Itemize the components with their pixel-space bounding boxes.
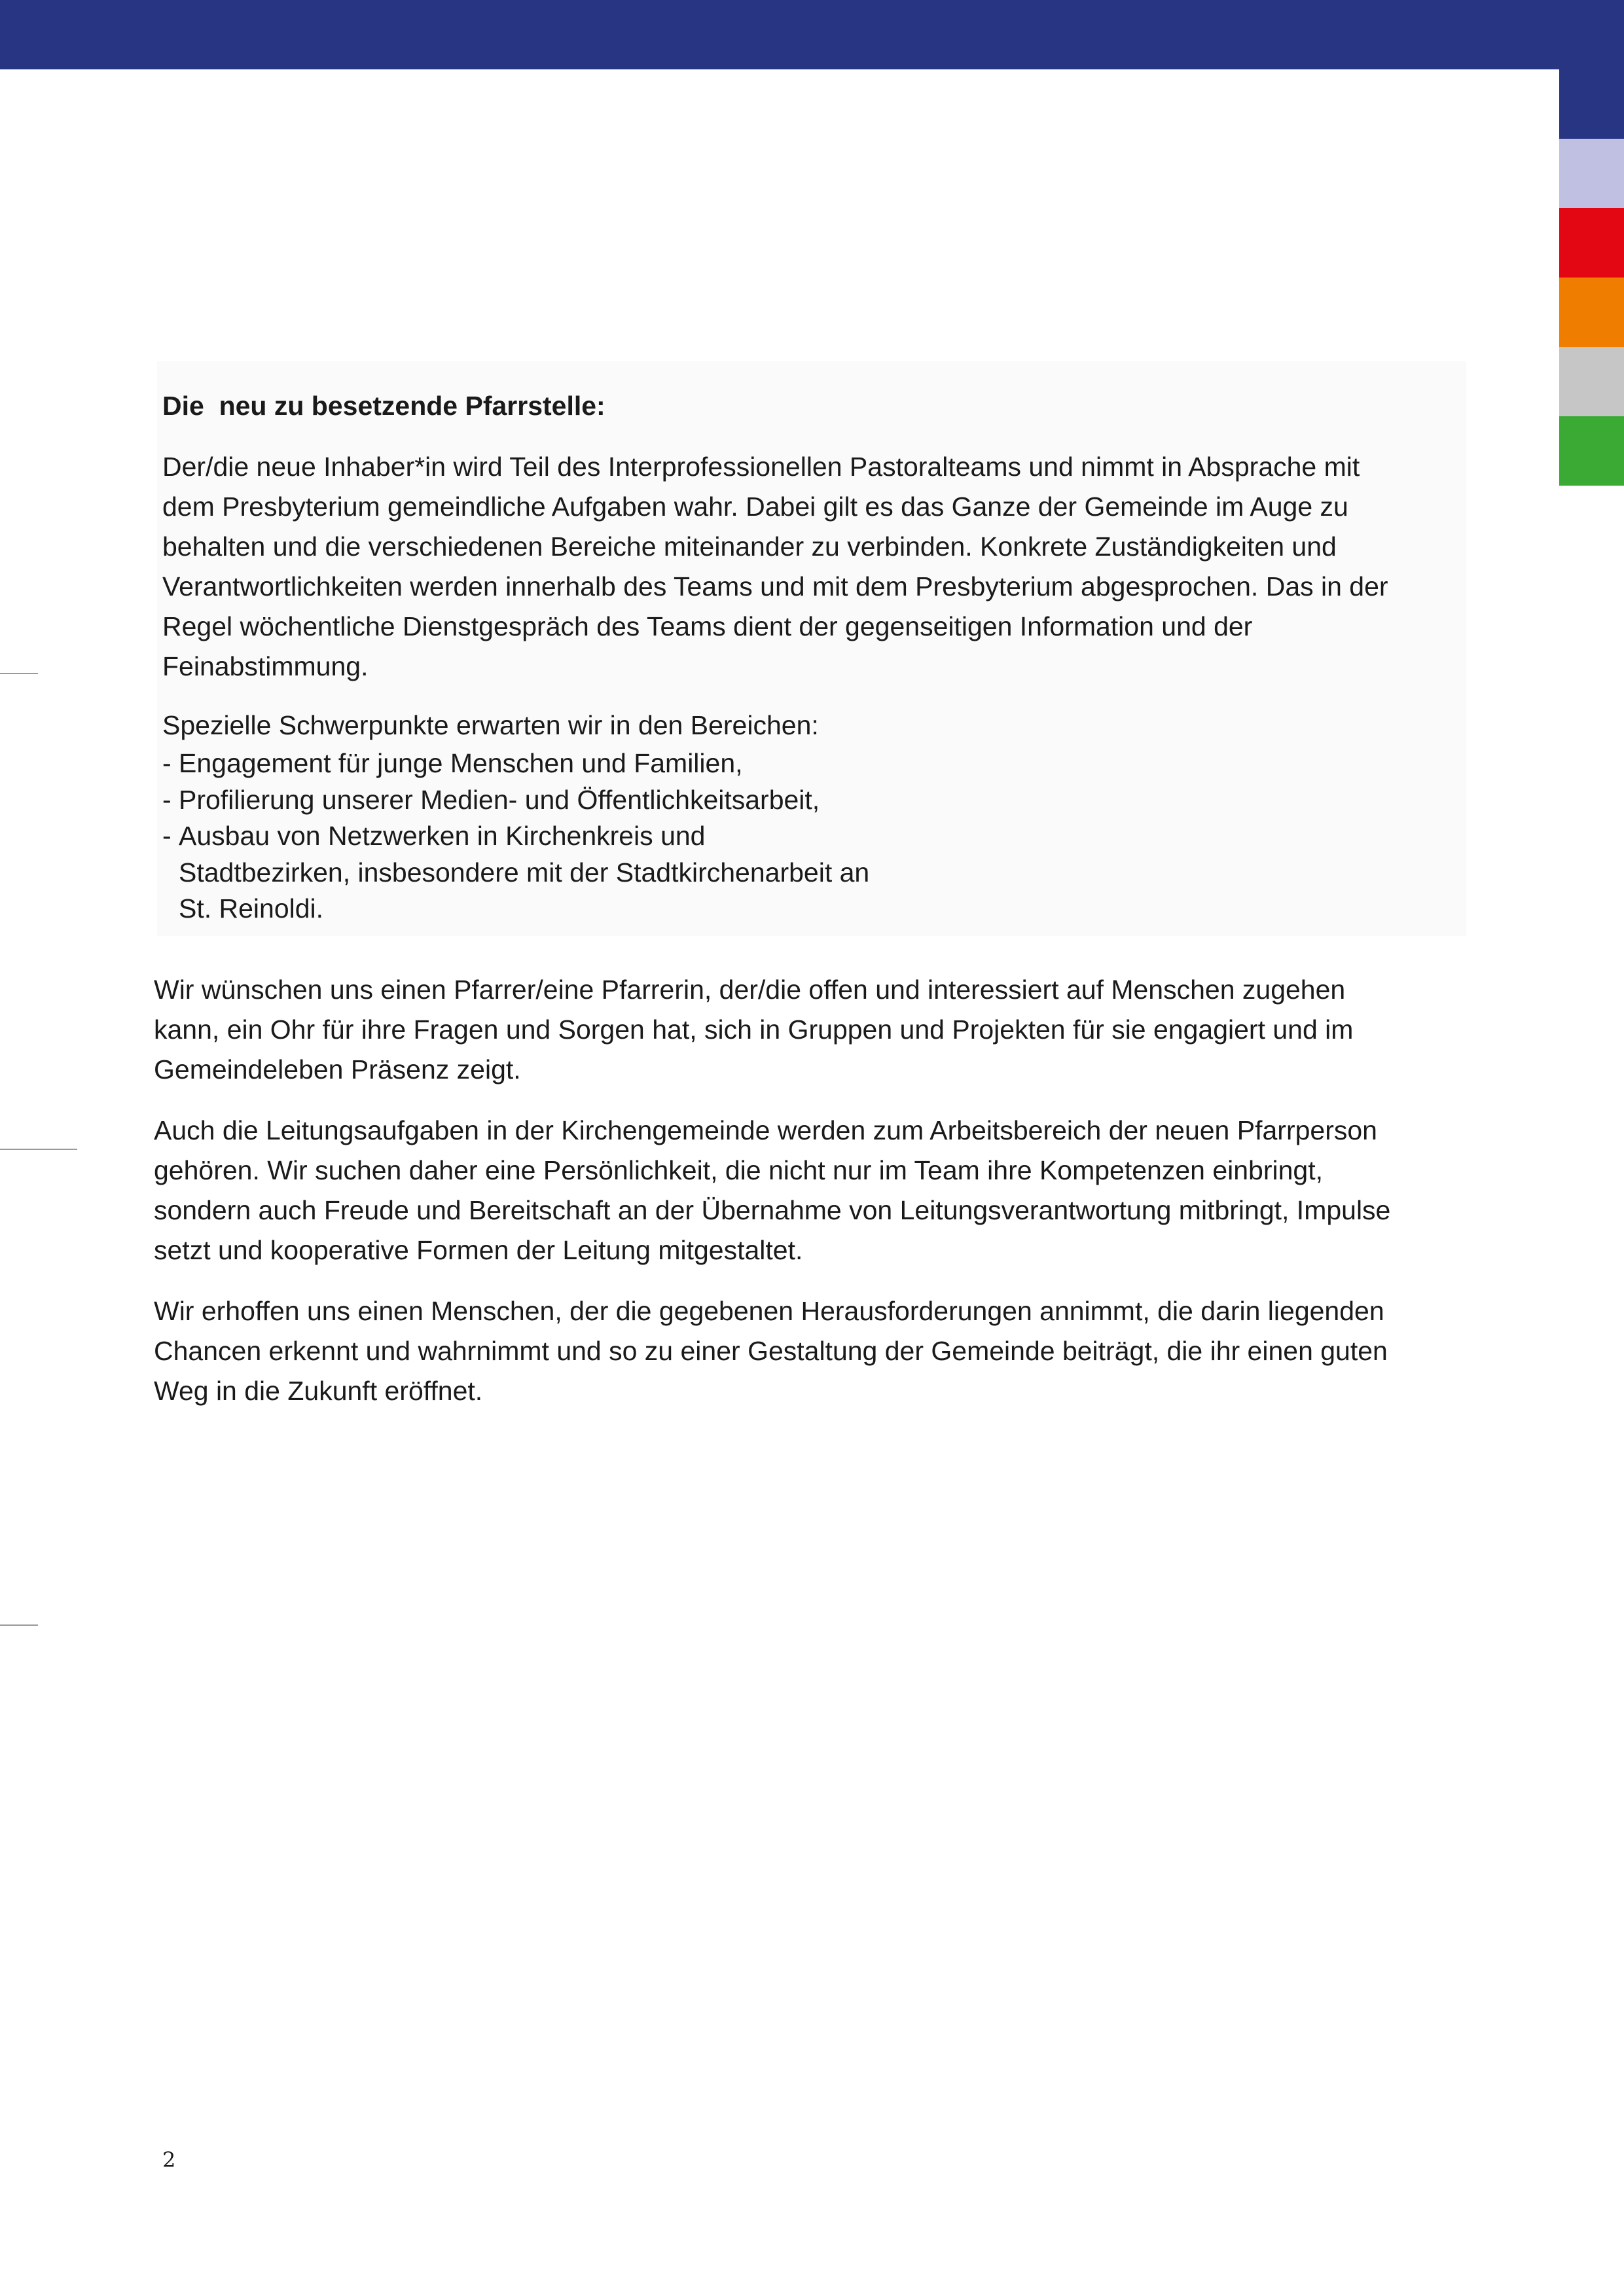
header-color-band (0, 0, 1624, 69)
color-swatch (1559, 69, 1624, 139)
focus-list (162, 745, 1030, 927)
fold-mark (0, 1624, 38, 1626)
page-number: 2 (162, 2147, 176, 2172)
section-heading: Die neu zu besetzende Pfarrstelle: (162, 391, 605, 421)
list-item (162, 745, 1030, 782)
color-swatch (1559, 278, 1624, 347)
list-item (162, 818, 1030, 927)
body-paragraph: Auch die Leitungsaufgaben in der Kirchengemeinde werden zum Arbeitsbereich der neuen Pfarrperson gehören. Wir suchen daher eine Persönlichkeit, die nicht nur im Team ihre Kompetenzen einbringt, sondern auch Freude und Bereitschaft an der Übernahme von Leitungsverantwortung mitbringt, Impulse setzt und kooperative Formen der Leitung mitgestaltet. (154, 1115, 1391, 1265)
list-item-text: Profilierung unserer Medien- und Öffentlichkeitsarbeit, (179, 784, 820, 815)
list-item-text: Engagement für junge Menschen und Familien, (179, 748, 743, 778)
body-paragraph: Wir erhoffen uns einen Menschen, der die gegebenen Herausforderungen annimmt, die darin liegenden Chancen erkennt und wahrnimmt und so zu einer Gestaltung der Gemeinde beiträgt, die ihr einen guten Weg in die Zukunft eröffnet. (154, 1296, 1388, 1406)
color-swatch (1559, 416, 1624, 486)
color-swatch (1559, 347, 1624, 416)
list-dash: - (162, 784, 171, 815)
focus-intro: Spezielle Schwerpunkte erwarten wir in den Bereichen: (162, 710, 819, 740)
color-swatch (1559, 208, 1624, 278)
intro-paragraph: Der/die neue Inhaber*in wird Teil des Interprofessionellen Pastoralteams und nimmt in Absprache mit dem Presbyterium gemeindliche Aufgaben wahr. Dabei gilt es das Ganze der Gemeinde im Auge zu behalten und die verschiedenen Bereiche miteinander zu verbinden. Konkrete Zuständigkeiten und Verantwortlichkeiten werden innerhalb des Teams und mit dem Presbyterium abgesprochen. Das in der Regel wöchentliche Dienstgespräch des Teams dient der gegenseitigen Information und der Feinabstimmung. (162, 452, 1388, 681)
list-dash: - (162, 821, 171, 851)
body-paragraph: Wir wünschen uns einen Pfarrer/eine Pfarrerin, der/die offen und interessiert auf Menschen zugehen kann, ein Ohr für ihre Fragen und Sorgen hat, sich in Gruppen und Projekten für sie engagiert und im Gemeindeleben Präsenz zeigt. (154, 975, 1354, 1085)
fold-mark (0, 673, 38, 674)
list-item-text: Ausbau von Netzwerken in Kirchenkreis und Stadtbezirken, insbesondere mit der Stadtkirchenarbeit an St. Reinoldi. (179, 821, 870, 924)
list-dash: - (162, 748, 171, 778)
list-item (162, 782, 1030, 819)
color-swatch (1559, 139, 1624, 208)
fold-mark (0, 1149, 77, 1150)
